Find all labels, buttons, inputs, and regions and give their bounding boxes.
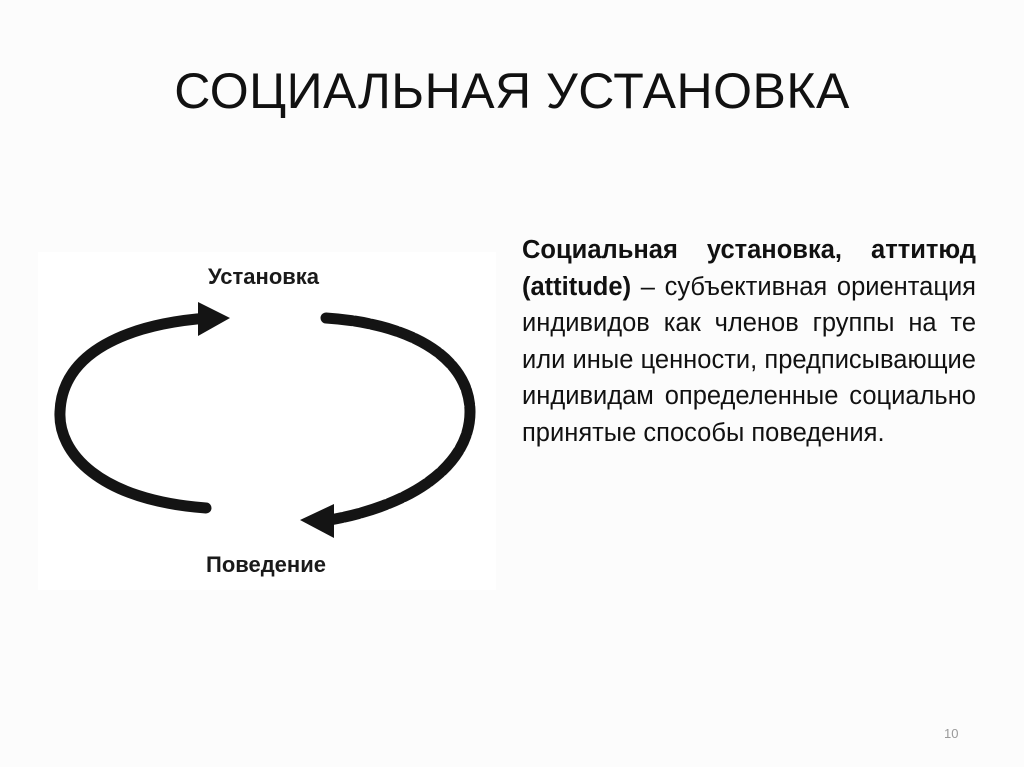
definition-text — [522, 232, 976, 452]
arrow-to-attitude — [60, 318, 208, 508]
cycle-arrows — [38, 252, 496, 590]
label-attitude: Установка — [208, 264, 320, 289]
label-behavior: Поведение — [206, 552, 326, 577]
page-number: 10 — [944, 726, 959, 741]
attitude-cycle-diagram — [38, 252, 496, 590]
slide-title: СОЦИАЛЬНАЯ УСТАНОВКА — [174, 63, 850, 119]
definition-term: Социальная установка, аттитюд (attitude) — [522, 236, 976, 301]
arrow-to-behavior — [326, 318, 470, 520]
definition-dash: – — [631, 272, 665, 301]
arrow-head-to-attitude — [198, 302, 230, 336]
arrow-head-to-behavior — [300, 504, 334, 538]
definition-body: субъективная ориентация индивидов как членов группы на те или иные ценности, предписывающие индивидам определенные социально принятые способы поведения. — [522, 272, 976, 447]
